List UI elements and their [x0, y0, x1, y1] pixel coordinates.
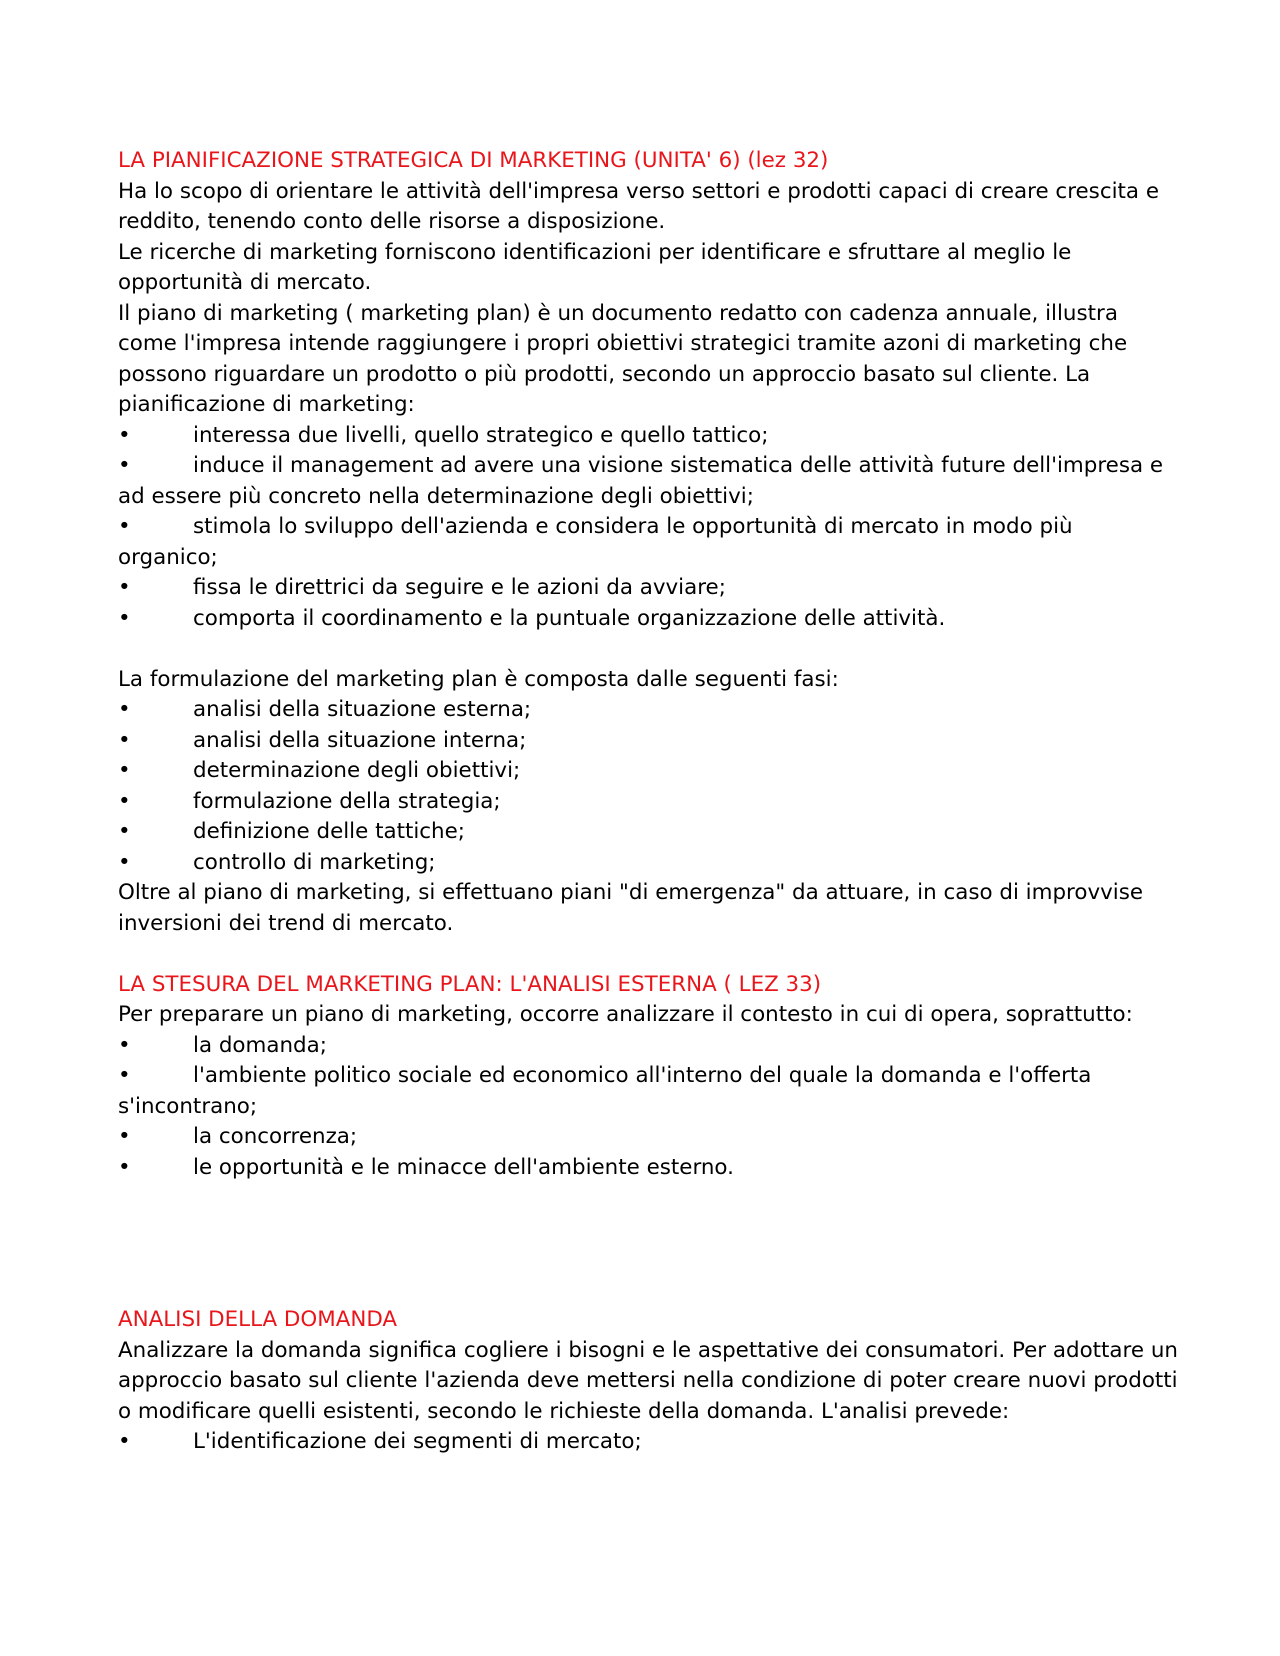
paragraph: Le ricerche di marketing forniscono identificazioni per identificare e sfruttare al meglio le opportunità di mercato.	[118, 239, 1072, 295]
bullet-list	[118, 695, 1178, 878]
bullet-list	[118, 421, 1178, 635]
list-item: • analisi della situazione interna;	[118, 726, 1178, 757]
paragraph: Oltre al piano di marketing, si effettuano piani "di emergenza" da attuare, in caso di improvvise inversioni dei trend di mercato.	[118, 880, 1144, 936]
list-item: • comporta il coordinamento e la puntuale organizzazione delle attività.	[118, 604, 1178, 635]
list-item: • le opportunità e le minacce dell'ambiente esterno.	[118, 1153, 1178, 1184]
bullet-icon: •	[118, 819, 131, 844]
bullet-icon: •	[118, 849, 131, 875]
bullet-icon: •	[118, 1063, 131, 1088]
bullet-icon: •	[118, 1154, 131, 1180]
bullet-icon: •	[118, 1124, 131, 1149]
bullet-icon: •	[118, 422, 131, 448]
bullet-icon: •	[118, 727, 131, 753]
list-item: • la concorrenza;	[118, 1122, 1178, 1153]
bullet-icon: •	[118, 575, 131, 600]
list-item: • controllo di marketing;	[118, 848, 1178, 879]
document-page	[118, 146, 1178, 1458]
bullet-icon: •	[118, 697, 131, 722]
list-item: • l'ambiente politico sociale ed economico all'interno del quale la domanda e l'offerta s'incontrano;	[118, 1063, 1092, 1119]
bullet-icon: •	[118, 514, 131, 539]
bullet-list	[118, 1031, 1178, 1184]
spacer	[118, 634, 1178, 665]
list-item: • interessa due livelli, quello strategico e quello tattico;	[118, 421, 1178, 452]
bullet-icon: •	[118, 605, 131, 631]
bullet-icon: •	[118, 453, 131, 478]
paragraph: Ha lo scopo di orientare le attività dell'impresa verso settori e prodotti capaci di creare crescita e reddito, tenendo conto delle risorse a disposizione.	[118, 178, 1159, 234]
list-item: • formulazione della strategia;	[118, 787, 1178, 818]
section-heading: ANALISI DELLA DOMANDA	[118, 1307, 398, 1332]
spacer	[118, 1183, 1178, 1305]
list-item: • induce il management ad avere una visione sistematica delle attività future dell'impresa e ad essere più concreto nella determinazione degli obiettivi;	[118, 453, 1164, 509]
section-heading: LA STESURA DEL MARKETING PLAN: L'ANALISI ESTERNA ( LEZ 33)	[118, 971, 822, 997]
bullet-icon: •	[118, 1429, 131, 1454]
paragraph: La formulazione del marketing plan è composta dalle seguenti fasi:	[118, 666, 839, 692]
list-item: • la domanda;	[118, 1031, 1178, 1062]
bullet-list	[118, 1427, 1178, 1458]
section-heading: LA PIANIFICAZIONE STRATEGICA DI MARKETING (UNITA' 6) (lez 32)	[118, 148, 829, 173]
bullet-icon: •	[118, 1032, 131, 1058]
list-item: • L'identificazione dei segmenti di mercato;	[118, 1427, 1178, 1458]
bullet-icon: •	[118, 788, 131, 814]
list-item: • stimola lo sviluppo dell'azienda e considera le opportunità di mercato in modo più organico;	[118, 514, 1073, 570]
list-item: • fissa le direttrici da seguire e le azioni da avviare;	[118, 573, 1178, 604]
paragraph: Per preparare un piano di marketing, occorre analizzare il contesto in cui di opera, soprattutto:	[118, 1002, 1133, 1027]
list-item: • determinazione degli obiettivi;	[118, 756, 1178, 787]
list-item: • definizione delle tattiche;	[118, 817, 1178, 848]
spacer	[118, 939, 1178, 970]
bullet-icon: •	[118, 758, 131, 783]
list-item: • analisi della situazione esterna;	[118, 695, 1178, 726]
paragraph: Analizzare la domanda significa cogliere i bisogni e le aspettative dei consumatori. Per adottare un approccio basato sul cliente l'azienda deve mettersi nella condizione di poter creare nuovi prodotti o modificare quelli esistenti, secondo le richieste della domanda. L'analisi prevede:	[118, 1337, 1178, 1424]
paragraph: Il piano di marketing ( marketing plan) è un documento redatto con cadenza annuale, illustra come l'impresa intende raggiungere i propri obiettivi strategici tramite azoni di marketing che possono riguardare un prodotto o più prodotti, secondo un approccio basato sul cliente. La pianificazione di marketing:	[118, 300, 1128, 417]
